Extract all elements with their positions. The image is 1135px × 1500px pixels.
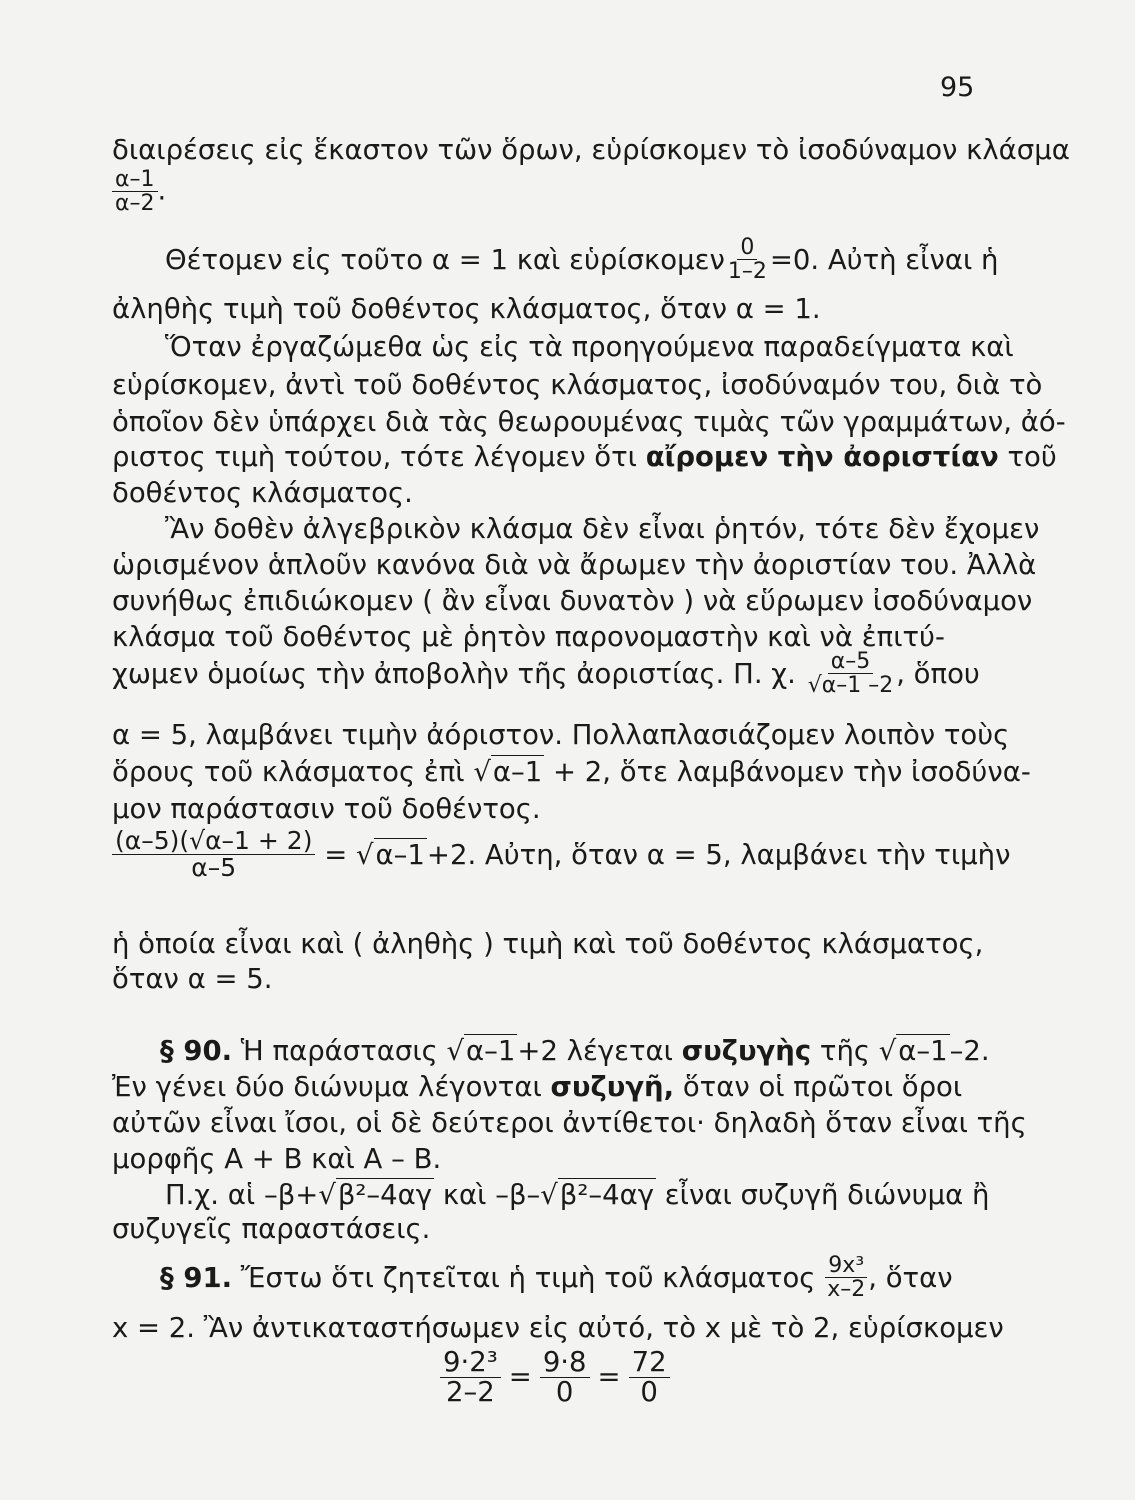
line-19: ὅταν α = 5. [112, 963, 273, 995]
line-24: Π.χ. αἱ –β+√β²–4αγ καὶ –β–√β²–4αγ εἶναι συζυγῆ διώνυμα ἢ [165, 1179, 990, 1211]
line-13: χωμεν ὁμοίως τὴν ἀποβολὴν τῆς ἀοριστίας. Π. χ. $\frac{\alpha-5}{√\alpha-1 -2}$ , ὅπου [112, 649, 980, 699]
line-15: ὅρους τοῦ κλάσματος ἐπὶ √α–1 + 2, ὅτε λαμβάνομεν τὴν ἰσοδύνα- [112, 756, 1031, 788]
radicand: α–1 [492, 756, 543, 788]
section-number: § 91. [160, 1261, 233, 1294]
line-7: ριστος τιμὴ τούτου, τότε λέγομεν ὅτι αἴρομεν τὴν ἀοριστίαν τοῦ [112, 441, 1057, 473]
line-18: ἡ ὁποία εἶναι καὶ ( ἀληθὴς ) τιμὴ καὶ τοῦ δοθέντος κλάσματος, [112, 928, 984, 960]
line-26: § 91. Ἔστω ὅτι ζητεῖται ἡ τιμὴ τοῦ κλάσματος $\frac{\text{9x³}}{x-2}$ , ὅταν [160, 1253, 953, 1303]
line-8: δοθέντος κλάσματος. [112, 477, 413, 509]
fraction: $\frac{9\cdot 8}{0}$ [540, 1348, 590, 1407]
fraction: $\frac{\alpha-5}{√\alpha-1 -2}$ [807, 649, 894, 699]
line-25: συζυγεῖς παραστάσεις. [112, 1213, 431, 1245]
line-21: Ἐν γένει δύο διώνυμα λέγονται συζυγῆ, ὅταν οἱ πρῶτοι ὅροι [112, 1071, 963, 1103]
fraction: $\frac{0}{1-2}$ [727, 235, 767, 285]
line-5: εὑρίσκομεν, ἀντὶ τοῦ δοθέντος κλάσματος, ἰσοδύναμόν του, διὰ τὸ [112, 369, 1043, 401]
line-22: αὐτῶν εἶναι ἴσοι, οἱ δὲ δεύτεροι ἀντίθετοι· δηλαδὴ ὅταν εἶναι τῆς [112, 1107, 1027, 1139]
line-4: Ὅταν ἐργαζώμεθα ὡς εἰς τὰ προηγούμενα παραδείγματα καὶ [165, 331, 1014, 363]
bold-term: αἴρομεν τὴν ἀοριστίαν [645, 441, 999, 473]
line-27: x = 2. Ἂν ἀντικαταστήσωμεν εἰς αὐτό, τὸ x μὲ τὸ 2, εὑρίσκομεν [112, 1312, 1004, 1344]
line-3: ἀληθὴς τιμὴ τοῦ δοθέντος κλάσματος, ὅταν α = 1. [112, 293, 821, 325]
line-12: κλάσμα τοῦ δοθέντος μὲ ῥητὸν παρονομαστὴν καὶ νὰ ἐπιτύ- [112, 621, 945, 653]
line-9: Ἂν δοθὲν ἀλγεβρικὸν κλάσμα δὲν εἶναι ῥητόν, τότε δὲν ἔχομεν [165, 513, 1040, 545]
line-20: § 90. Ἡ παράστασις √α–1+2 λέγεται συζυγὴς τῆς √α–1–2. [160, 1035, 990, 1067]
line-1: διαιρέσεις εἰς ἕκαστον τῶν ὅρων, εὑρίσκομεν τὸ ἰσοδύναμον κλάσμα [112, 134, 1070, 166]
fraction: $\frac{(\alpha-5)(√\alpha-1 + 2)}{\alpha-5}$ [112, 828, 315, 882]
page-number: 95 [940, 72, 975, 103]
line-1-fraction: $\frac{\alpha-1}{\alpha-2}$ . [112, 168, 980, 215]
fraction: $\frac{72}{0}$ [629, 1348, 670, 1407]
line-11: συνήθως ἐπιδιώκομεν ( ἂν εἶναι δυνατὸν ) νὰ εὕρωμεν ἰσοδύναμον [112, 585, 1033, 617]
line-10: ὡρισμένον ἁπλοῦν κανόνα διὰ νὰ ἄρωμεν τὴν ἀοριστίαν του. Ἀλλὰ [112, 549, 1037, 581]
line-14: α = 5, λαμβάνει τιμὴν ἀόριστον. Πολλαπλασιάζομεν λοιπὸν τοὺς [112, 719, 1010, 751]
line-17: $\frac{(\alpha-5)(√\alpha-1 + 2)}{\alpha-5}$ = √ α–1 +2. Αὐτη, ὅταν α = 5, λαμβάνει τὴν τιμὴν [112, 828, 980, 882]
line-16: μον παράστασιν τοῦ δοθέντος. [112, 793, 541, 825]
final-equation: $\frac{\text{9·2³}}{2-2}$ = $\frac{9\cdot 8}{0}$ = $\frac{72}{0}$ [440, 1348, 670, 1407]
radicand: α–1 [375, 838, 425, 871]
line-2: Θέτομεν εἰς τοῦτο α = 1 καὶ εὑρίσκομεν $\frac{0}{1-2}$ =0. Αὐτὴ εἶναι ἡ [165, 235, 999, 285]
fraction: $\frac{\alpha-1}{\alpha-2}$ [112, 168, 158, 215]
fraction: $\frac{\text{9x³}}{x-2}$ [827, 1253, 866, 1303]
bold-term: συζυγὴς [681, 1035, 812, 1067]
line-23: μορφῆς Α + Β καὶ Α – Β. [112, 1143, 442, 1175]
fraction: $\frac{\text{9·2³}}{2-2}$ [440, 1348, 501, 1407]
section-number: § 90. [160, 1035, 233, 1067]
line-6: ὁποῖον δὲν ὑπάρχει διὰ τὰς θεωρουμένας τιμὰς τῶν γραμμάτων, ἀό- [112, 406, 1066, 438]
bold-term: συζυγῆ, [550, 1071, 675, 1103]
